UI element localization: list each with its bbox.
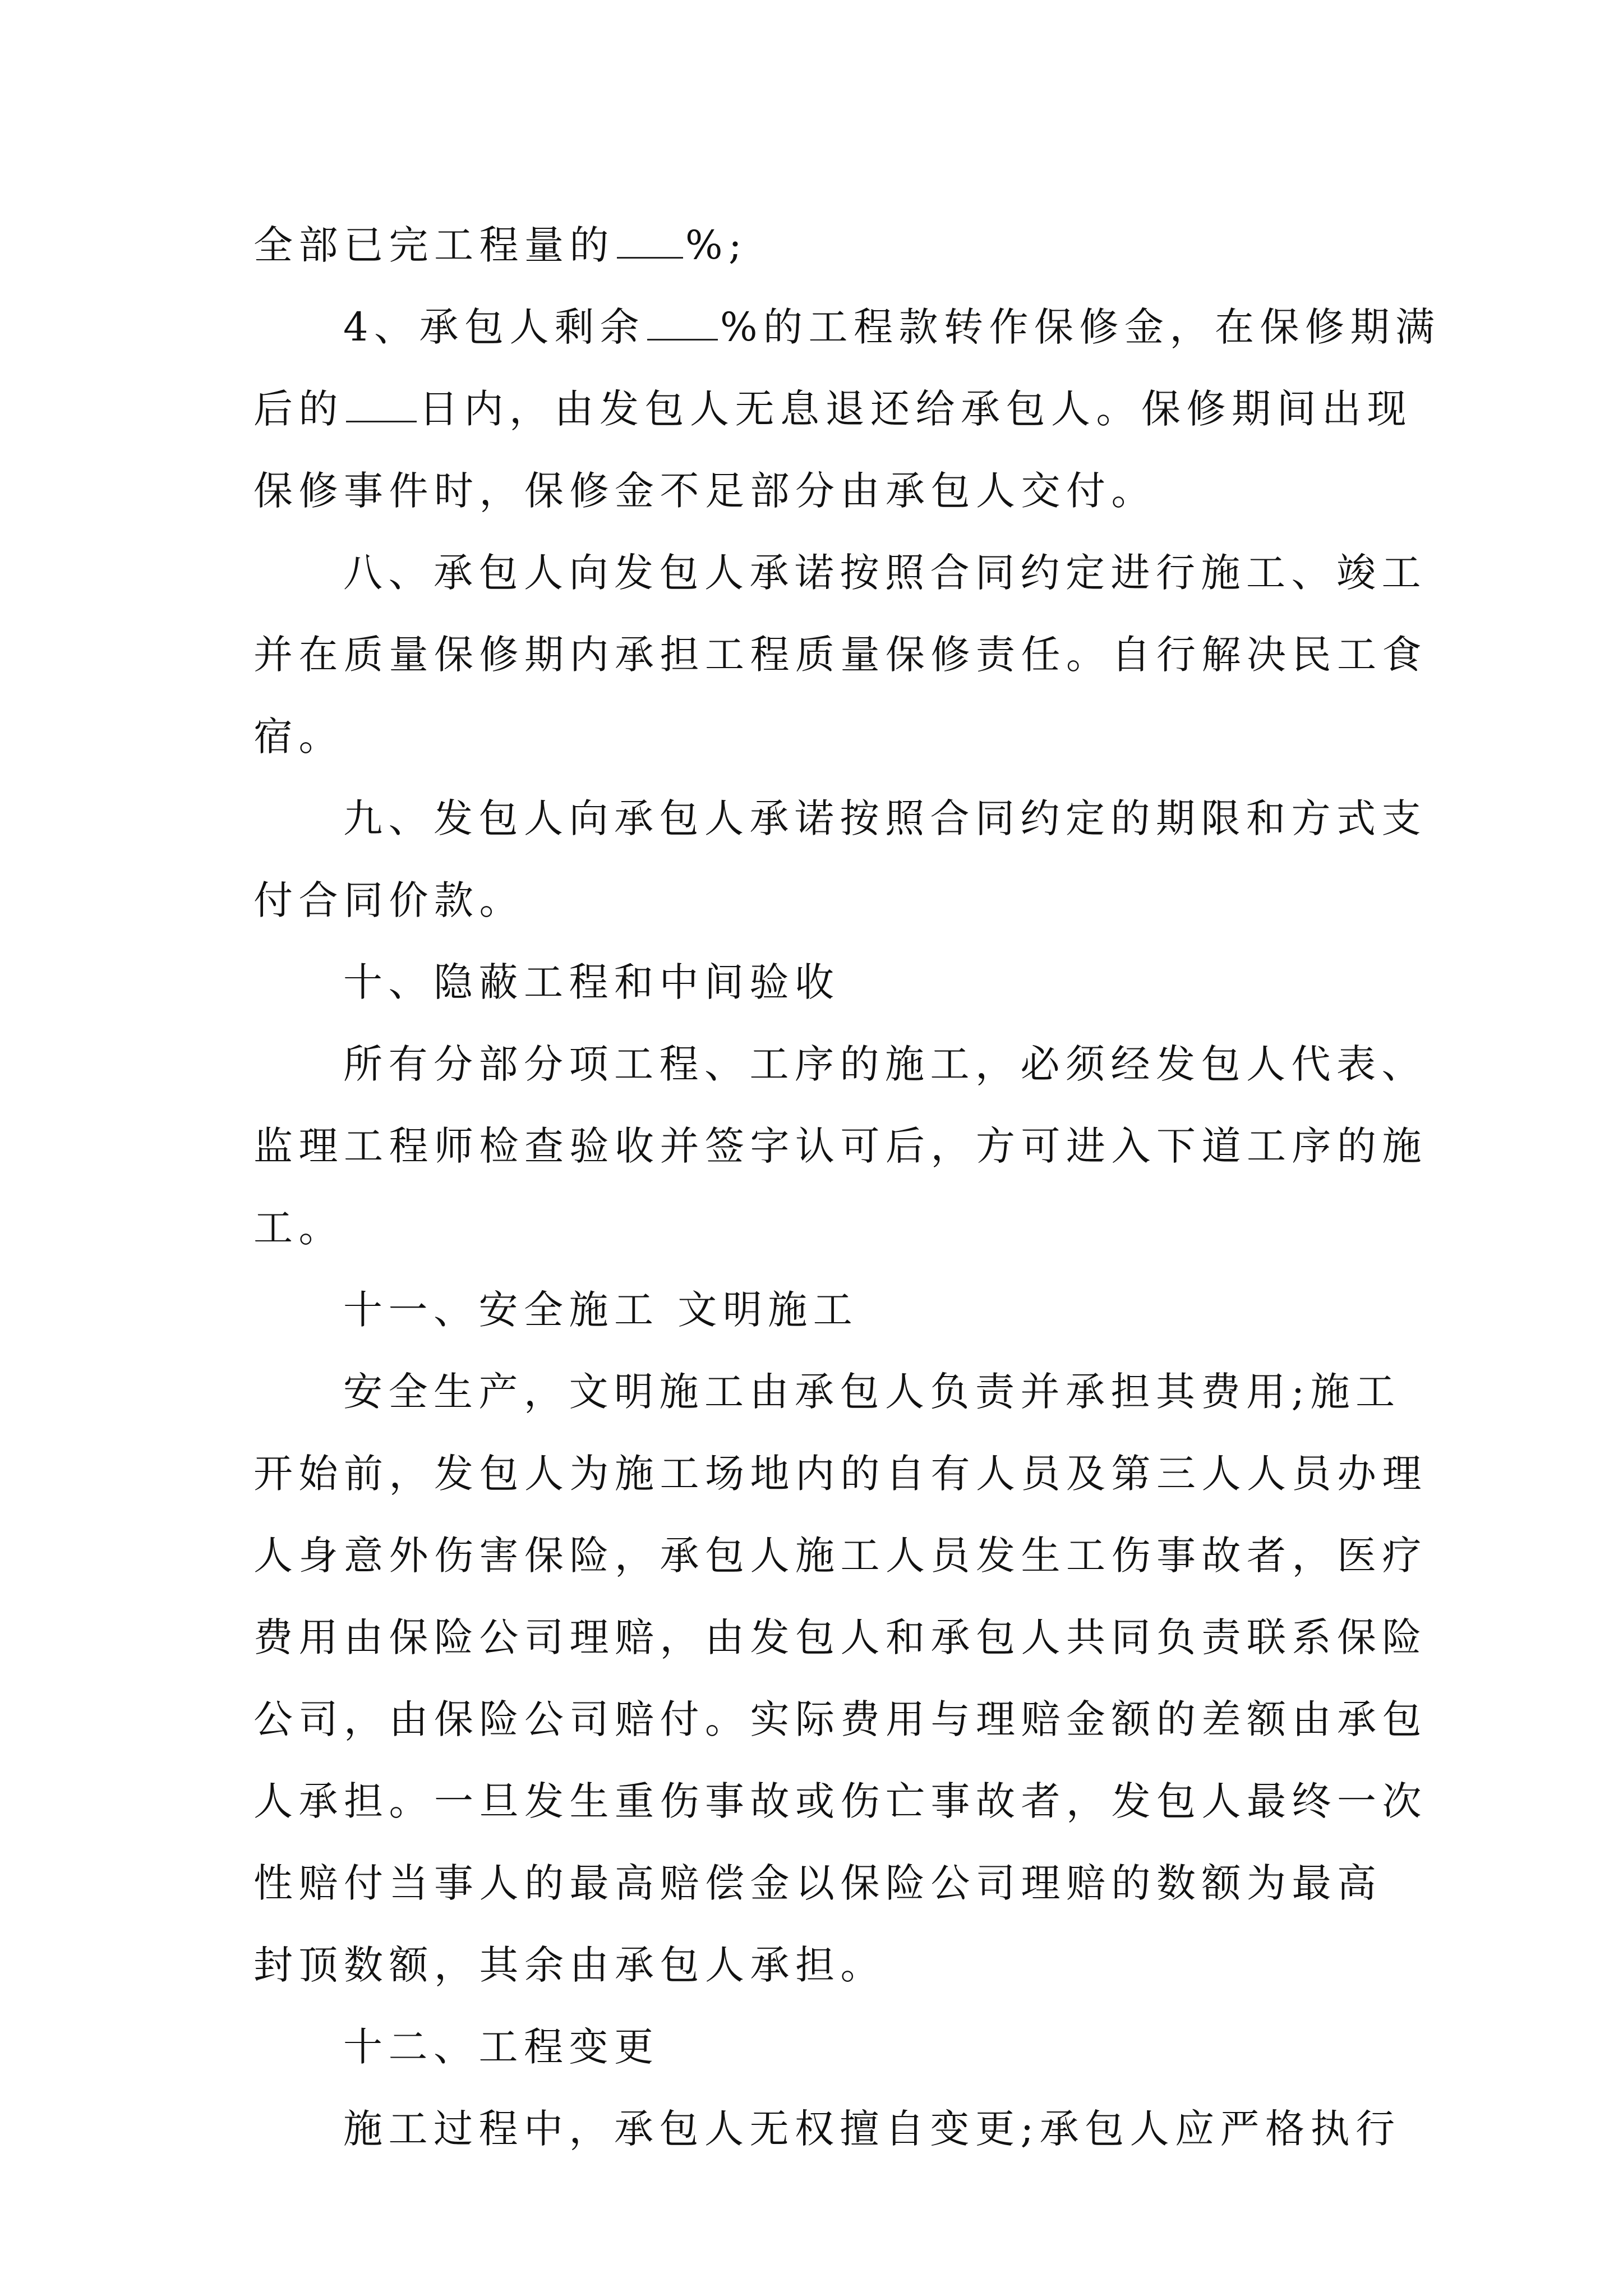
paragraph-line: [253, 204, 1375, 286]
paragraph-line: 所有分部分项工程、工序的施工，必须经发包人代表、: [343, 1041, 1427, 1087]
text-segment: 全部已完工程量的: [253, 222, 615, 268]
text-segment: %的工程款转作保修金，在保修期满: [720, 304, 1441, 350]
document-body: [253, 204, 1441, 2170]
fill-in-blank: [346, 389, 417, 422]
paragraph-line: 并在质量保修期内承担工程质量保修责任。自行解决民工食: [253, 632, 1427, 678]
section-heading: 十二、工程变更: [343, 2024, 660, 2070]
fill-in-blank: [617, 226, 683, 259]
paragraph-line: 八、承包人向发包人承诺按照合同约定进行施工、竣工: [343, 550, 1427, 596]
paragraph-line: 保修事件时，保修金不足部分由承包人交付。: [253, 468, 1156, 514]
paragraph-line: [253, 368, 1412, 450]
paragraph-line: 九、发包人向承包人承诺按照合同约定的期限和方式支: [343, 795, 1427, 841]
paragraph-line: 施工过程中，承包人无权擅自变更;承包人应严格执行: [343, 2106, 1401, 2152]
paragraph-line: [253, 286, 1441, 368]
paragraph-line: 宿。: [253, 714, 344, 760]
paragraph-line: 公司，由保险公司赔付。实际费用与理赔金额的差额由承包: [253, 1696, 1427, 1742]
text-segment: 4、承包人剩余: [343, 304, 645, 350]
paragraph-line: 人承担。一旦发生重伤事故或伤亡事故者，发包人最终一次: [253, 1778, 1427, 1824]
paragraph-line: 人身意外伤害保险，承包人施工人员发生工伤事故者，医疗: [253, 1533, 1427, 1579]
section-heading: 十、隐蔽工程和中间验收: [343, 959, 840, 1005]
paragraph-line: 付合同价款。: [253, 877, 524, 923]
text-segment: 日内，由发包人无息退还给承包人。保修期间出现: [419, 386, 1412, 432]
paragraph-line: 性赔付当事人的最高赔偿金以保险公司理赔的数额为最高: [253, 1860, 1382, 1906]
paragraph-line: 监理工程师检查验收并签字认可后，方可进入下道工序的施: [253, 1123, 1427, 1169]
paragraph-line: 封顶数额，其余由承包人承担。: [253, 1942, 886, 1988]
paragraph-line: 工。: [253, 1205, 344, 1251]
text-segment: 后的: [253, 386, 344, 432]
text-segment: %;: [685, 222, 748, 268]
section-heading: 十一、安全施工 文明施工: [343, 1287, 859, 1333]
fill-in-blank: [647, 307, 718, 341]
paragraph-line: 费用由保险公司理赔，由发包人和承包人共同负责联系保险: [253, 1614, 1427, 1660]
paragraph-line: 安全生产，文明施工由承包人负责并承担其费用;施工: [343, 1369, 1401, 1415]
paragraph-line: 开始前，发包人为施工场地内的自有人员及第三人人员办理: [253, 1451, 1427, 1497]
